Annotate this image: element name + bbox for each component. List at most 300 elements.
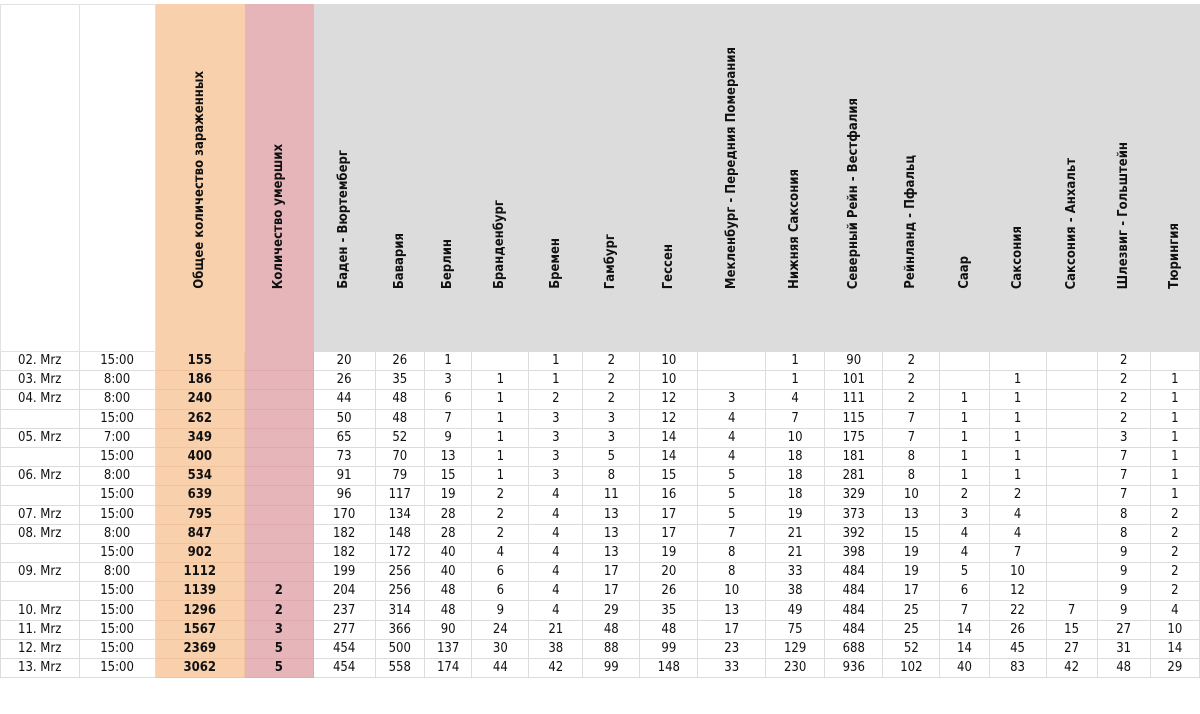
header-state	[1097, 5, 1150, 352]
cell-time: 15:00	[79, 620, 155, 639]
cell-state-value: 13	[883, 505, 940, 524]
cell-state-value: 28	[424, 524, 471, 543]
cell-state-value: 1	[940, 409, 989, 428]
cell-total: 1139	[155, 582, 245, 601]
cell-state-value	[940, 371, 989, 390]
header-state	[529, 5, 583, 352]
cell-state-value: 33	[698, 659, 766, 678]
cell-state-value: 14	[1150, 639, 1199, 658]
cell-date: 03. Mrz	[1, 371, 80, 390]
cell-date: 12. Mrz	[1, 639, 80, 658]
cell-state-value: 19	[640, 543, 698, 562]
header-state	[424, 5, 471, 352]
cell-state-value: 4	[698, 447, 766, 466]
cell-state-value: 14	[940, 620, 989, 639]
cell-state-value: 7	[940, 601, 989, 620]
cell-state-value: 1	[1150, 409, 1199, 428]
cell-state-value: 4	[529, 582, 583, 601]
cell-state-value: 204	[313, 582, 375, 601]
header-state	[640, 5, 698, 352]
cell-state-value	[698, 352, 766, 371]
header-state-label: Мекленбург - Передния Померания	[723, 46, 739, 289]
cell-time: 15:00	[79, 352, 155, 371]
cell-date: 04. Mrz	[1, 390, 80, 409]
cell-state-value: 7	[883, 428, 940, 447]
cell-state-value: 48	[375, 390, 424, 409]
table-row	[1, 486, 1200, 505]
cell-deaths: 3	[245, 620, 314, 639]
header-state	[313, 5, 375, 352]
table-row	[1, 390, 1200, 409]
cell-state-value	[1150, 352, 1199, 371]
cell-state-value: 1	[1150, 467, 1199, 486]
cell-state-value: 1	[940, 447, 989, 466]
cell-state-value: 2	[1150, 505, 1199, 524]
cell-state-value: 7	[424, 409, 471, 428]
cell-date	[1, 486, 80, 505]
cell-state-value	[1046, 390, 1097, 409]
cell-state-value: 10	[640, 352, 698, 371]
cell-state-value: 277	[313, 620, 375, 639]
cell-time: 15:00	[79, 659, 155, 678]
cell-state-value: 9	[1097, 563, 1150, 582]
cell-state-value: 1	[472, 447, 529, 466]
table-row	[1, 428, 1200, 447]
cell-state-value: 484	[825, 601, 883, 620]
header-state-label: Нижняя Саксония	[787, 169, 803, 289]
cell-state-value: 1	[940, 390, 989, 409]
cell-state-value: 8	[698, 543, 766, 562]
cell-state-value: 129	[766, 639, 825, 658]
cell-deaths: 2	[245, 582, 314, 601]
cell-state-value: 50	[313, 409, 375, 428]
cell-date	[1, 409, 80, 428]
cell-state-value: 454	[313, 639, 375, 658]
cell-state-value: 27	[1097, 620, 1150, 639]
table-body	[1, 352, 1200, 678]
cell-state-value: 48	[583, 620, 640, 639]
cell-state-value: 45	[989, 639, 1046, 658]
cell-state-value: 48	[1097, 659, 1150, 678]
cell-deaths	[245, 486, 314, 505]
cell-state-value: 19	[883, 563, 940, 582]
cell-state-value: 10	[883, 486, 940, 505]
cell-time: 15:00	[79, 582, 155, 601]
cell-state-value	[1046, 447, 1097, 466]
cell-total: 186	[155, 371, 245, 390]
cell-state-value: 13	[583, 543, 640, 562]
cell-state-value: 25	[883, 601, 940, 620]
cell-state-value: 26	[989, 620, 1046, 639]
cell-total: 2369	[155, 639, 245, 658]
cell-state-value: 20	[313, 352, 375, 371]
cell-state-value: 70	[375, 447, 424, 466]
cell-state-value: 79	[375, 467, 424, 486]
cell-state-value: 12	[989, 582, 1046, 601]
cell-total: 1567	[155, 620, 245, 639]
header-state	[1046, 5, 1097, 352]
cell-state-value: 4	[698, 428, 766, 447]
cell-state-value: 1	[472, 371, 529, 390]
cell-state-value: 5	[698, 467, 766, 486]
header-deaths: Количество умерших	[245, 5, 314, 352]
cell-state-value: 40	[424, 543, 471, 562]
cell-state-value: 4	[1150, 601, 1199, 620]
cell-state-value: 148	[375, 524, 424, 543]
cell-state-value: 115	[825, 409, 883, 428]
cell-state-value: 75	[766, 620, 825, 639]
header-state-label: Бранденбург	[492, 200, 508, 289]
cell-state-value: 13	[583, 524, 640, 543]
cell-state-value: 18	[766, 447, 825, 466]
cell-state-value: 14	[640, 447, 698, 466]
table-row	[1, 639, 1200, 658]
cell-state-value: 10	[989, 563, 1046, 582]
cell-state-value: 48	[424, 601, 471, 620]
cell-state-value: 8	[583, 467, 640, 486]
cell-state-value: 1	[989, 428, 1046, 447]
cell-state-value: 29	[583, 601, 640, 620]
header-state	[583, 5, 640, 352]
cell-state-value: 65	[313, 428, 375, 447]
cell-state-value: 42	[1046, 659, 1097, 678]
cell-state-value: 936	[825, 659, 883, 678]
header-state-label: Саксония - Анхальт	[1063, 157, 1079, 289]
cell-state-value: 2	[583, 371, 640, 390]
cell-state-value: 688	[825, 639, 883, 658]
cell-state-value: 1	[989, 467, 1046, 486]
cell-state-value: 52	[375, 428, 424, 447]
cell-state-value: 8	[698, 563, 766, 582]
cell-state-value	[472, 352, 529, 371]
cell-total: 534	[155, 467, 245, 486]
cell-state-value	[1046, 582, 1097, 601]
cell-state-value: 17	[640, 524, 698, 543]
table-row	[1, 620, 1200, 639]
cell-state-value: 1	[766, 352, 825, 371]
cell-state-value: 2	[883, 371, 940, 390]
table-row	[1, 601, 1200, 620]
cell-state-value: 1	[989, 371, 1046, 390]
cell-state-value: 9	[1097, 582, 1150, 601]
cell-state-value: 3	[583, 409, 640, 428]
cell-time: 8:00	[79, 524, 155, 543]
cell-state-value: 4	[529, 486, 583, 505]
cell-state-value: 7	[1097, 467, 1150, 486]
header-state-label: Гессен	[660, 243, 676, 289]
cell-state-value: 484	[825, 563, 883, 582]
cell-state-value: 90	[825, 352, 883, 371]
cell-state-value: 1	[989, 447, 1046, 466]
cell-state-value: 22	[989, 601, 1046, 620]
cell-state-value: 12	[640, 409, 698, 428]
cell-state-value: 15	[1046, 620, 1097, 639]
cell-state-value	[1046, 563, 1097, 582]
cell-state-value: 10	[640, 371, 698, 390]
cell-state-value: 2	[883, 352, 940, 371]
cell-state-value	[1046, 543, 1097, 562]
cell-state-value: 2	[1097, 352, 1150, 371]
header-state-label: Шлезвиг - Гольштейн	[1115, 141, 1131, 289]
cell-state-value: 44	[472, 659, 529, 678]
cell-state-value: 1	[766, 371, 825, 390]
cell-state-value: 13	[583, 505, 640, 524]
cell-total: 3062	[155, 659, 245, 678]
cell-deaths: 5	[245, 659, 314, 678]
cell-date	[1, 543, 80, 562]
cell-state-value: 148	[640, 659, 698, 678]
cell-state-value: 52	[883, 639, 940, 658]
cell-state-value: 48	[424, 582, 471, 601]
table-row	[1, 582, 1200, 601]
cell-date: 10. Mrz	[1, 601, 80, 620]
cell-state-value: 49	[766, 601, 825, 620]
cell-state-value: 90	[424, 620, 471, 639]
cell-state-value: 17	[640, 505, 698, 524]
cell-state-value: 26	[640, 582, 698, 601]
cell-state-value: 558	[375, 659, 424, 678]
cell-state-value: 10	[1150, 620, 1199, 639]
cell-state-value: 10	[766, 428, 825, 447]
header-state	[766, 5, 825, 352]
cell-date: 02. Mrz	[1, 352, 80, 371]
cell-date	[1, 447, 80, 466]
cell-state-value: 5	[940, 563, 989, 582]
cell-time: 15:00	[79, 486, 155, 505]
cell-state-value: 4	[529, 543, 583, 562]
header-state	[825, 5, 883, 352]
cell-state-value: 28	[424, 505, 471, 524]
cell-state-value: 19	[883, 543, 940, 562]
cell-state-value: 25	[883, 620, 940, 639]
cell-state-value: 15	[883, 524, 940, 543]
cell-state-value: 101	[825, 371, 883, 390]
cell-state-value: 21	[766, 543, 825, 562]
cell-deaths	[245, 352, 314, 371]
cell-state-value: 2	[583, 390, 640, 409]
cell-state-value: 4	[989, 524, 1046, 543]
cell-time: 15:00	[79, 505, 155, 524]
cell-total: 240	[155, 390, 245, 409]
header-state-label: Бавария	[391, 232, 407, 289]
cell-state-value: 99	[640, 639, 698, 658]
cell-state-value: 12	[640, 390, 698, 409]
cell-state-value: 256	[375, 582, 424, 601]
cell-state-value: 30	[472, 639, 529, 658]
cell-state-value	[1046, 428, 1097, 447]
cell-time: 8:00	[79, 467, 155, 486]
cell-state-value: 1	[472, 467, 529, 486]
cell-state-value: 137	[424, 639, 471, 658]
cell-state-value: 3	[698, 390, 766, 409]
cell-state-value: 366	[375, 620, 424, 639]
header-date	[1, 5, 80, 352]
table-row	[1, 352, 1200, 371]
cell-state-value: 17	[583, 582, 640, 601]
cell-total: 262	[155, 409, 245, 428]
cell-state-value	[698, 371, 766, 390]
cell-state-value: 9	[1097, 543, 1150, 562]
cell-state-value: 4	[529, 563, 583, 582]
cell-state-value: 2	[472, 486, 529, 505]
cell-state-value: 6	[472, 563, 529, 582]
cell-deaths	[245, 505, 314, 524]
cell-state-value: 91	[313, 467, 375, 486]
header-state	[1150, 5, 1199, 352]
cell-state-value: 13	[424, 447, 471, 466]
cell-state-value: 134	[375, 505, 424, 524]
cell-state-value: 256	[375, 563, 424, 582]
cell-state-value: 44	[313, 390, 375, 409]
cell-date	[1, 582, 80, 601]
table-row	[1, 659, 1200, 678]
cell-total: 847	[155, 524, 245, 543]
cell-state-value: 24	[472, 620, 529, 639]
table-row	[1, 505, 1200, 524]
cell-state-value: 14	[940, 639, 989, 658]
cell-state-value: 314	[375, 601, 424, 620]
cell-state-value: 1	[989, 409, 1046, 428]
cell-time: 15:00	[79, 409, 155, 428]
cell-state-value: 17	[883, 582, 940, 601]
cell-state-value: 99	[583, 659, 640, 678]
cell-state-value: 181	[825, 447, 883, 466]
cell-state-value: 454	[313, 659, 375, 678]
cell-state-value: 33	[766, 563, 825, 582]
cell-state-value: 1	[940, 428, 989, 447]
cell-state-value: 4	[472, 543, 529, 562]
table-row	[1, 447, 1200, 466]
cell-state-value	[1046, 371, 1097, 390]
header-state	[940, 5, 989, 352]
cell-state-value: 2	[472, 524, 529, 543]
cell-time: 15:00	[79, 447, 155, 466]
cell-state-value: 170	[313, 505, 375, 524]
cell-state-value: 1	[989, 390, 1046, 409]
cell-state-value: 83	[989, 659, 1046, 678]
header-state	[698, 5, 766, 352]
header-state	[883, 5, 940, 352]
cell-date: 13. Mrz	[1, 659, 80, 678]
cell-state-value: 1	[940, 467, 989, 486]
header-state-label: Баден - Вюртемберг	[336, 150, 352, 289]
cell-deaths	[245, 563, 314, 582]
cell-state-value: 5	[583, 447, 640, 466]
cell-total: 639	[155, 486, 245, 505]
cell-state-value: 182	[313, 524, 375, 543]
cell-state-value: 1	[1150, 371, 1199, 390]
cell-state-value: 7	[1097, 447, 1150, 466]
cell-state-value: 199	[313, 563, 375, 582]
header-time	[79, 5, 155, 352]
cell-state-value: 1	[1150, 390, 1199, 409]
cell-state-value: 18	[766, 467, 825, 486]
cell-state-value: 7	[766, 409, 825, 428]
cell-date: 06. Mrz	[1, 467, 80, 486]
cell-state-value: 27	[1046, 639, 1097, 658]
cell-state-value: 18	[766, 486, 825, 505]
cell-state-value: 21	[766, 524, 825, 543]
cell-state-value: 88	[583, 639, 640, 658]
cell-state-value: 15	[424, 467, 471, 486]
cell-state-value: 3	[529, 409, 583, 428]
cell-state-value: 1	[529, 371, 583, 390]
cell-deaths	[245, 524, 314, 543]
header-state-label: Тюрингия	[1166, 223, 1182, 289]
cell-state-value: 237	[313, 601, 375, 620]
table-row	[1, 409, 1200, 428]
cell-state-value: 4	[940, 524, 989, 543]
cell-state-value: 40	[424, 563, 471, 582]
cell-state-value: 4	[529, 505, 583, 524]
cell-time: 8:00	[79, 563, 155, 582]
cell-deaths	[245, 409, 314, 428]
header-total: Общее количество зараженных	[155, 5, 245, 352]
cell-state-value: 2	[1097, 371, 1150, 390]
cell-time: 15:00	[79, 601, 155, 620]
cell-state-value: 15	[640, 467, 698, 486]
cell-state-value: 9	[472, 601, 529, 620]
cell-state-value	[1046, 409, 1097, 428]
header-row	[1, 5, 1200, 352]
cell-state-value: 3	[424, 371, 471, 390]
cell-state-value: 7	[1097, 486, 1150, 505]
cell-state-value: 31	[1097, 639, 1150, 658]
cell-deaths	[245, 467, 314, 486]
cell-state-value: 2	[1097, 390, 1150, 409]
header-state-label: Саар	[956, 256, 972, 289]
cell-total: 400	[155, 447, 245, 466]
cell-state-value: 8	[1097, 505, 1150, 524]
cell-state-value: 6	[472, 582, 529, 601]
cell-state-value: 3	[1097, 428, 1150, 447]
cell-time: 8:00	[79, 371, 155, 390]
cell-state-value: 48	[640, 620, 698, 639]
cell-state-value: 2	[1150, 543, 1199, 562]
header-state	[375, 5, 424, 352]
header-state-label: Бремен	[547, 238, 563, 289]
cell-state-value: 73	[313, 447, 375, 466]
cell-state-value: 1	[1150, 486, 1199, 505]
cell-state-value: 96	[313, 486, 375, 505]
cell-state-value: 172	[375, 543, 424, 562]
cell-state-value: 8	[883, 447, 940, 466]
cell-state-value: 2	[1150, 563, 1199, 582]
cell-state-value: 484	[825, 582, 883, 601]
cell-state-value: 9	[1097, 601, 1150, 620]
cell-state-value: 19	[424, 486, 471, 505]
table-row	[1, 524, 1200, 543]
cell-state-value: 7	[1046, 601, 1097, 620]
cell-deaths	[245, 543, 314, 562]
cell-date: 08. Mrz	[1, 524, 80, 543]
cell-state-value: 5	[698, 486, 766, 505]
cell-state-value: 2	[529, 390, 583, 409]
cell-state-value: 4	[529, 601, 583, 620]
cell-state-value: 3	[529, 467, 583, 486]
cell-state-value: 1	[1150, 447, 1199, 466]
cell-state-value	[1046, 486, 1097, 505]
cell-time: 8:00	[79, 390, 155, 409]
cell-state-value: 14	[640, 428, 698, 447]
cell-state-value: 4	[989, 505, 1046, 524]
cell-state-value: 7	[883, 409, 940, 428]
cell-state-value	[1046, 467, 1097, 486]
cell-state-value	[989, 352, 1046, 371]
cell-state-value: 35	[640, 601, 698, 620]
cell-state-value	[1046, 524, 1097, 543]
cell-state-value: 230	[766, 659, 825, 678]
